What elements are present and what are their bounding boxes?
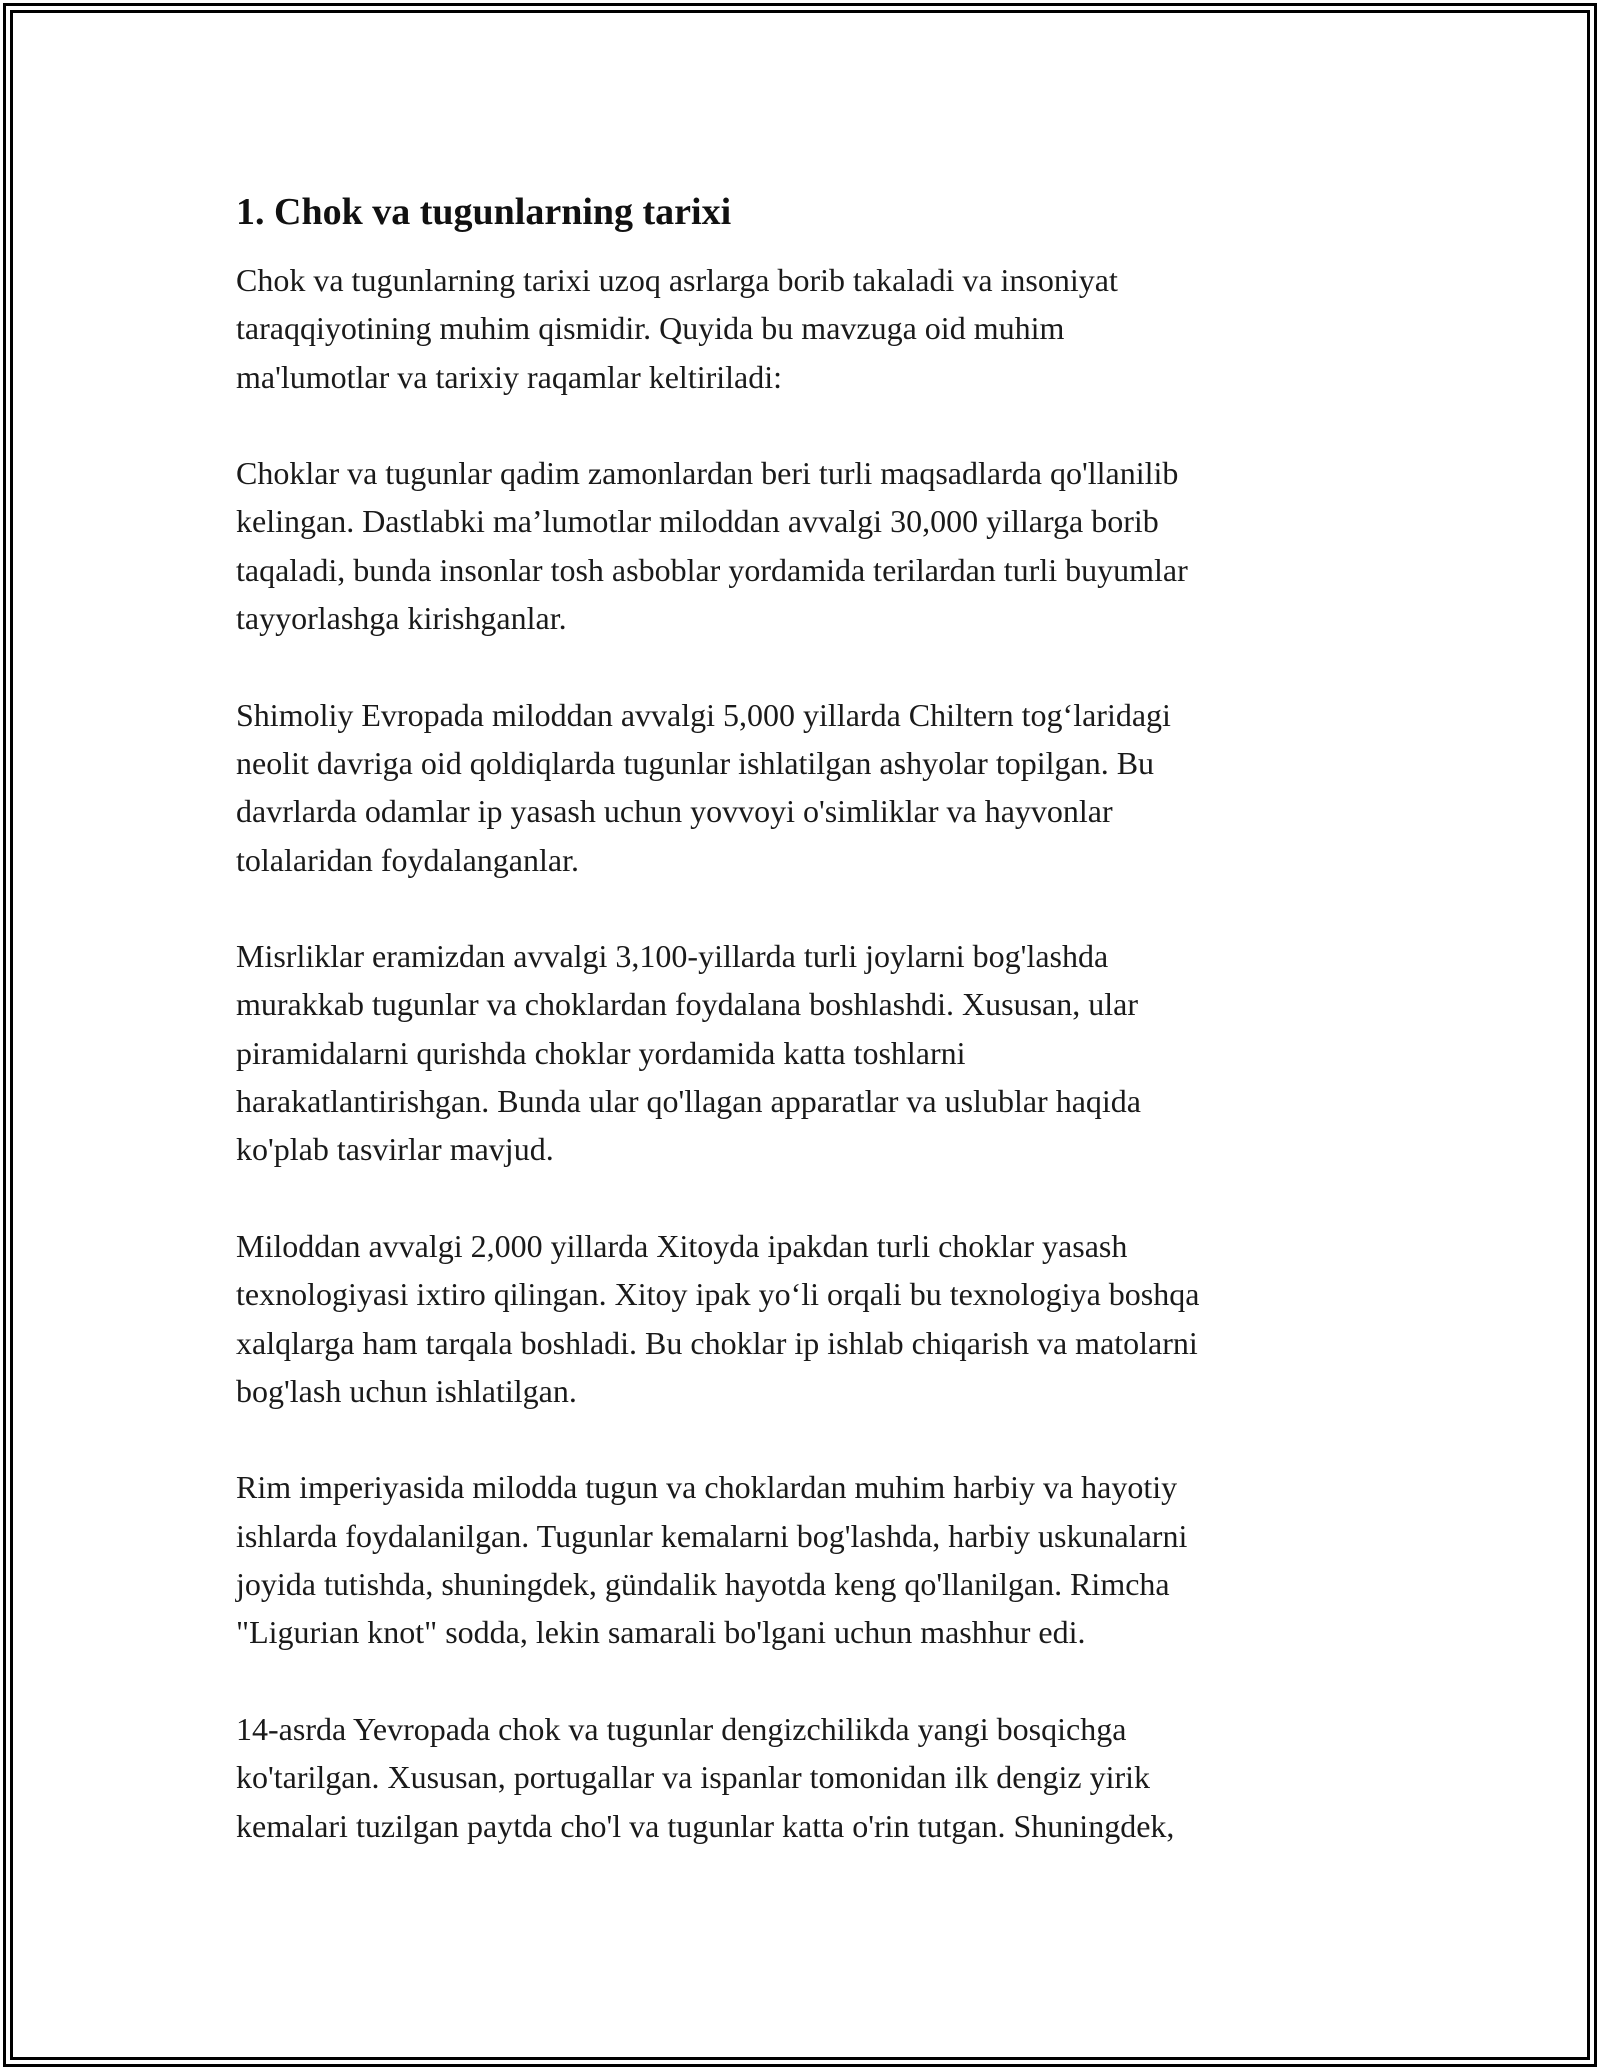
text-line: neolit davriga oid qoldiqlarda tugunlar ishlatilgan ashyolar topilgan. Bu: [236, 744, 1155, 781]
text-line: xalqlarga ham tarqala boshladi. Bu choklar ip ishlab chiqarish va matolarni: [236, 1324, 1198, 1361]
paragraph-egypt: [236, 932, 1366, 1173]
paragraph-northern-europe: [236, 691, 1366, 884]
text-line: tolalaridan foydalanganlar.: [236, 841, 579, 878]
text-line: "Ligurian knot" sodda, lekin samarali bo'lgani uchun mashhur edi.: [236, 1614, 1086, 1651]
text-line: ma'lumotlar va tarixiy raqamlar keltiriladi:: [236, 358, 783, 395]
text-line: joyida tutishda, shuningdek, gündalik hayotda keng qo'llanilgan. Rimcha: [236, 1566, 1170, 1603]
text-line: ishlarda foydalanilgan. Tugunlar kemalarni bog'lashda, harbiy uskunalarni: [236, 1517, 1188, 1554]
text-line: tayyorlashga kirishganlar.: [236, 600, 567, 637]
text-line: davrlarda odamlar ip yasash uchun yovvoyi o'simliklar va hayvonlar: [236, 793, 1113, 830]
text-line: kelingan. Dastlabki ma’lumotlar miloddan avvalgi 30,000 yillarga borib: [236, 503, 1159, 540]
text-line: ko'tarilgan. Xususan, portugallar va ispanlar tomonidan ilk dengiz yirik: [236, 1759, 1150, 1796]
paragraph-14th-century: [236, 1705, 1366, 1850]
paragraph-intro: [236, 256, 1366, 401]
paragraph-rome: [236, 1463, 1366, 1656]
paragraph-ancient-times: [236, 449, 1366, 642]
text-line: murakkab tugunlar va choklardan foydalana boshlashdi. Xususan, ular: [236, 986, 1138, 1023]
text-line: kemalari tuzilgan paytda cho'l va tugunlar katta o'rin tutgan. Shuningdek,: [236, 1807, 1175, 1844]
text-line: harakatlantirishgan. Bunda ular qo'llagan apparatlar va uslublar haqida: [236, 1083, 1141, 1120]
text-line: 14-asrda Yevropada chok va tugunlar dengizchilikda yangi bosqichga: [236, 1710, 1127, 1747]
document-body: [236, 188, 1366, 1898]
text-line: Chok va tugunlarning tarixi uzoq asrlarga borib takaladi va insoniyat: [236, 262, 1118, 298]
text-line: Misrliklar eramizdan avvalgi 3,100-yillarda turli joylarni bog'lashda: [236, 938, 1109, 975]
text-line: bog'lash uchun ishlatilgan.: [236, 1372, 577, 1409]
text-line: texnologiyasi ixtiro qilingan. Xitoy ipak yo‘li orqali bu texnologiya boshqa: [236, 1276, 1200, 1313]
text-line: Rim imperiyasida milodda tugun va choklardan muhim harbiy va hayotiy: [236, 1469, 1178, 1506]
text-line: Miloddan avvalgi 2,000 yillarda Xitoyda ipakdan turli choklar yasash: [236, 1227, 1128, 1264]
text-line: taqaladi, bunda insonlar tosh asboblar yordamida terilardan turli buyumlar: [236, 551, 1188, 588]
text-line: taraqqiyotining muhim qismidir. Quyida bu mavzuga oid muhim: [236, 310, 1065, 347]
text-line: Shimoliy Evropada miloddan avvalgi 5,000 yillarda Chiltern tog‘laridagi: [236, 696, 1171, 733]
text-line: ko'plab tasvirlar mavjud.: [236, 1131, 554, 1168]
text-line: piramidalarni qurishda choklar yordamida katta toshlarni: [236, 1034, 966, 1071]
paragraph-china: [236, 1222, 1366, 1415]
text-line: Choklar va tugunlar qadim zamonlardan beri turli maqsadlarda qo'llanilib: [236, 455, 1179, 492]
section-heading: 1. Chok va tugunlarning tarixi: [236, 191, 732, 233]
